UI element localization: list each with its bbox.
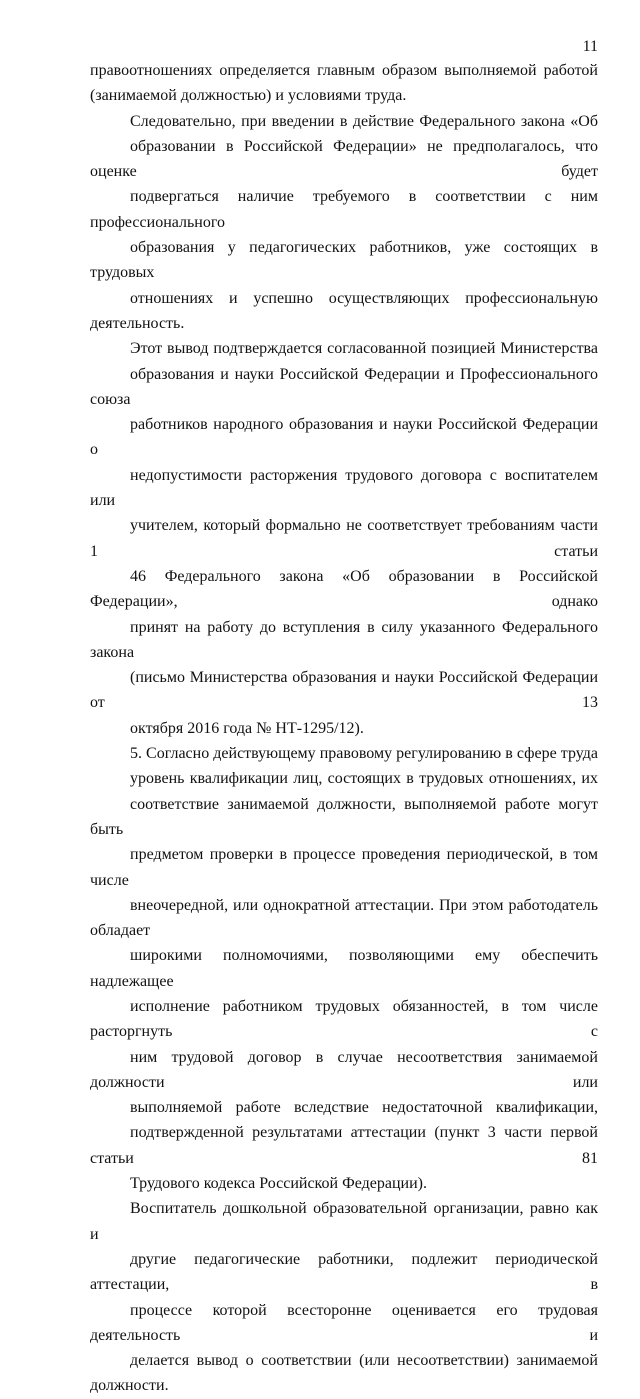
paragraph-p5 [90,1196,598,1398]
paragraph-p1 [90,58,598,109]
text-line: предметом проверки в процессе проведения периодической, в том числе [90,846,598,889]
text-line: выполняемой работе вследствие недостаточной квалификации, [130,1099,598,1117]
text-line: 5. Согласно действующему правовому регулированию в сфере труда [130,745,598,763]
text-line: исполнение работником трудовых обязанностей, в том числе расторгнуть с [90,997,598,1041]
text-line: работников народного образования и науки Российской Федерации о [90,416,598,459]
text-line: широкими полномочиями, позволяющими ему обеспечить надлежащее [90,947,598,990]
text-line: учителем, который формально не соответствует требованиям части 1 статьи [90,517,598,560]
text-line: образования и науки Российской Федерации и Профессионального союза [90,365,598,408]
text-line: Следовательно, при введении в действие Федерального закона «Об [130,112,598,130]
text-line: другие педагогические работники, подлежит периодической аттестации, в [90,1250,598,1294]
text-line: процессе которой всесторонне оценивается его трудовая деятельность и [90,1301,598,1344]
text-line: 46 Федерального закона «Об образовании в Российской Федерации», однако [90,567,598,611]
document-body [90,58,598,1399]
text-line: октября 2016 года № НТ-1295/12). [130,719,364,737]
text-line: образовании в Российской Федерации» не предполагалось, что оценке будет [90,137,598,181]
text-line: Этот вывод подтверждается согласованной позицией Министерства [130,340,598,358]
text-line: принят на работу до вступления в силу указанного Федерального закона [90,618,598,661]
paragraph-p4 [90,741,598,1196]
text-line: Воспитатель дошкольной образовательной организации, равно как и [90,1200,598,1243]
text-line: внеочередной, или однократной аттестации. При этом работодатель обладает [90,896,598,940]
text-line: правоотношениях определяется главным образом выполняемой работой [90,62,598,79]
text-line: уровень квалификации лиц, состоящих в трудовых отношениях, их [130,770,598,788]
text-line: подвергаться наличие требуемого в соответствии с ним профессионального [90,188,598,231]
text-line: соответствие занимаемой должности, выполняемой работе могут быть [90,795,598,838]
text-line: делается вывод о соответствии (или несоответствии) занимаемой должности. [90,1352,598,1395]
text-line: (письмо Министерства образования и науки Российской Федерации от 13 [90,669,598,712]
text-line: образования у педагогических работников, уже состоящих в трудовых [90,239,598,282]
text-line: ним трудовой договор в случае несоответствия занимаемой должности или [90,1048,598,1091]
paragraph-p3 [90,336,598,741]
page-number: 11 [582,38,598,55]
paragraph-p2 [90,109,598,337]
text-line: отношениях и успешно осуществляющих профессиональную деятельность. [90,289,598,332]
text-line: недопустимости расторжения трудового договора с воспитателем или [90,466,598,510]
text-line: Трудового кодекса Российской Федерации). [130,1175,427,1193]
text-line: (занимаемой должностью) и условиями труда. [90,87,407,105]
text-line: подтвержденной результатами аттестации (пункт 3 части первой статьи 81 [90,1124,598,1167]
